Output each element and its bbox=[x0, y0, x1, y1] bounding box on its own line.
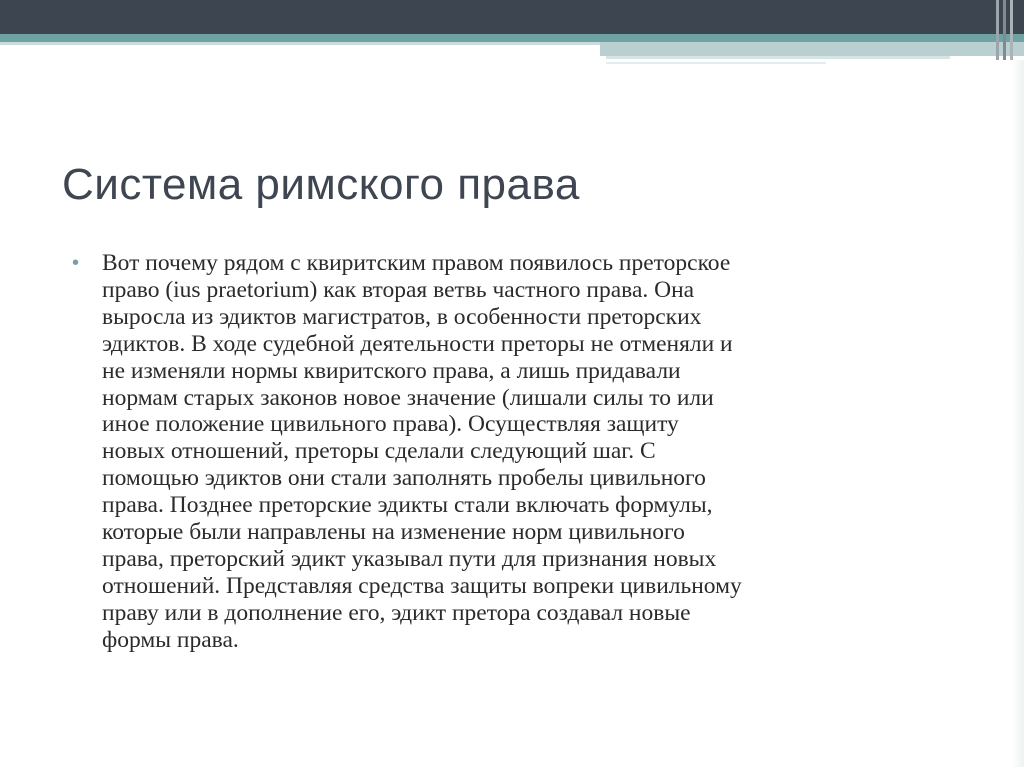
body-line: права. Позднее преторские эдикты стали включать формулы, bbox=[102, 492, 713, 519]
slide-title: Система римского права bbox=[62, 160, 580, 209]
corner-vertical-line bbox=[996, 0, 999, 60]
body-line: которые были направлены на изменение норм цивильного bbox=[102, 519, 685, 546]
corner-vertical-line bbox=[1010, 0, 1013, 60]
body-line: Вот почему рядом с квиритским правом появилось преторское bbox=[102, 250, 731, 276]
body-line: права, преторский эдикт указывал пути для признания новых bbox=[102, 545, 717, 572]
body-line: нормам старых законов новое значение (лишали силы то или bbox=[102, 384, 714, 411]
body-line: новых отношений, преторы сделали следующий шаг. С bbox=[102, 438, 656, 465]
top-decorative-bar bbox=[0, 0, 1024, 34]
top-right-accent-block bbox=[600, 42, 1024, 56]
body-line: иное положение цивильного права). Осуществляя защиту bbox=[102, 411, 679, 438]
bullet-text bbox=[102, 250, 972, 654]
right-edge-shade bbox=[1012, 60, 1024, 767]
body-line: отношений. Представляя средства защиты вопреки цивильному bbox=[102, 572, 742, 599]
corner-vertical-line bbox=[1003, 0, 1006, 60]
body-line: не изменяли нормы квиритского права, а лишь придавали bbox=[102, 357, 681, 384]
top-accent-stripe bbox=[0, 34, 1024, 42]
body-line: эдиктов. В ходе судебной деятельности преторы не отменяли и bbox=[102, 330, 733, 357]
body-line: праву или в дополнение его, эдикт претора создавал новые bbox=[102, 599, 691, 626]
bullet-icon: • bbox=[72, 252, 80, 274]
body-line: выросла из эдиктов магистратов, в особенности преторских bbox=[102, 303, 702, 330]
body-line: формы права. bbox=[102, 626, 239, 653]
body-line: право (ius praetorium) как вторая ветвь частного права. Она bbox=[102, 276, 695, 303]
top-right-accent-line-short bbox=[606, 62, 826, 64]
top-right-accent-line bbox=[606, 56, 950, 59]
body-line: помощью эдиктов они стали заполнять пробелы цивильного bbox=[102, 465, 706, 492]
bullet-item bbox=[72, 250, 972, 654]
